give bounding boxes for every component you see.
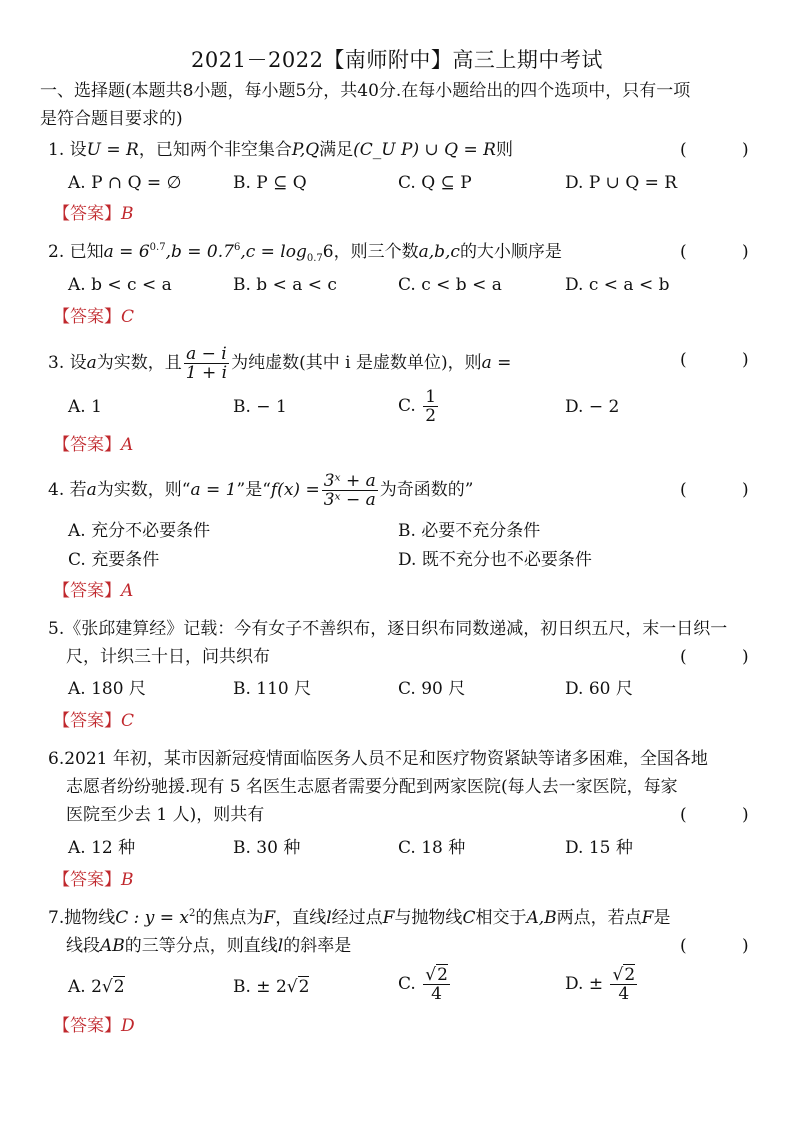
math: f(x) =	[270, 480, 320, 500]
math-subscript: 0.7	[306, 253, 323, 264]
math-exponent: 0.7	[149, 242, 166, 253]
page-title: 2021－2022【南师附中】高三上期中考试	[191, 48, 603, 72]
fraction-numerator: a − i	[184, 345, 229, 364]
paren-right: )	[742, 350, 749, 370]
fraction-denominator: 1 + i	[185, 363, 228, 383]
question-7	[48, 907, 670, 929]
math: F	[382, 908, 395, 928]
sqrt-radicand: 2	[624, 965, 636, 985]
sqrt-symbol: √	[612, 965, 624, 985]
option-a: A. 1	[68, 397, 102, 417]
paren-right: )	[742, 936, 749, 956]
option-d	[565, 966, 639, 1003]
option-d: D. P ∪ Q = R	[565, 173, 678, 193]
math: AB	[100, 936, 125, 956]
option-c: C. Q ⊆ P	[398, 173, 472, 193]
sqrt-symbol: √	[425, 965, 437, 985]
question-text: 线段	[66, 936, 100, 956]
paren-right: )	[742, 140, 749, 160]
question-1	[48, 139, 513, 161]
sqrt-symbol: √	[286, 977, 298, 997]
question-text: 为实数，且	[96, 353, 182, 373]
math: a =	[481, 353, 512, 373]
math: U = R	[86, 140, 139, 160]
option-b	[233, 976, 309, 998]
paren-left: (	[680, 350, 687, 370]
question-text: 的三等分点，则直线	[124, 936, 278, 956]
question-number: 6.	[48, 749, 65, 769]
option-a: A. b < c < a	[68, 275, 172, 295]
option-c	[398, 966, 452, 1003]
answer-label: 【答案】	[53, 307, 121, 327]
fraction-denominator: 3ˣ − a	[323, 490, 376, 510]
option-label: B. ± 2	[233, 977, 287, 997]
answer-label: 【答案】	[53, 711, 121, 731]
option-d: D. 60 尺	[565, 679, 633, 699]
question-text: 与抛物线	[394, 908, 463, 928]
option-label: C.	[398, 396, 422, 416]
question-text: 设	[69, 353, 87, 373]
math: C : y = x	[115, 908, 190, 928]
math: F	[641, 908, 654, 928]
question-text: 的焦点为	[195, 908, 264, 928]
math: C	[462, 908, 476, 928]
answer-line	[53, 203, 134, 225]
question-6-line2: 志愿者纷纷驰援.现有 5 名医生志愿者需要分配到两家医院(每人去一家医院，每家	[66, 777, 678, 797]
answer-value: A	[121, 581, 134, 601]
option-b: B. 必要不充分条件	[398, 521, 541, 541]
option-d: D. − 2	[565, 397, 620, 417]
question-number: 5.	[48, 619, 65, 639]
option-c: C. c < b < a	[398, 275, 502, 295]
question-2	[48, 241, 562, 263]
question-text: ，直线	[275, 908, 327, 928]
sqrt-radicand: 2	[437, 965, 448, 985]
answer-label: 【答案】	[53, 1016, 121, 1036]
math: F	[263, 908, 276, 928]
sqrt-symbol: √	[101, 977, 113, 997]
paren-right: )	[742, 242, 749, 262]
question-4	[48, 472, 473, 509]
answer-line	[53, 1015, 135, 1037]
question-number: 7.	[48, 908, 65, 928]
fraction	[610, 966, 637, 1003]
option-a	[68, 976, 125, 998]
question-text: 为实数，则“	[96, 480, 191, 500]
option-label: A. 2	[68, 977, 102, 997]
option-c	[398, 388, 440, 425]
math: (C_U P) ∪ Q = R	[353, 140, 496, 160]
question-text: 设	[69, 140, 87, 160]
question-6	[48, 748, 708, 770]
question-text: 的斜率是	[283, 936, 352, 956]
question-text: 抛物线	[64, 908, 116, 928]
question-text: ，则三个数	[333, 242, 419, 262]
paren-left: (	[680, 647, 687, 667]
section-heading-line1: 一、选择题(本题共8小题，每小题5分，共40分.在每小题给出的四个选项中，只有一项	[40, 81, 691, 101]
answer-line	[53, 710, 134, 732]
question-6-line3: 医院至少去 1 人)，则共有	[66, 805, 265, 825]
paren-left: (	[680, 805, 687, 825]
paren-right: )	[742, 805, 749, 825]
paren-left: (	[680, 936, 687, 956]
question-3	[48, 345, 511, 382]
question-7-line2	[66, 935, 351, 957]
fraction	[423, 966, 450, 1003]
option-label: C.	[398, 974, 422, 994]
question-number: 2.	[48, 242, 65, 262]
math: A,B	[526, 908, 557, 928]
question-number: 3.	[48, 353, 65, 373]
question-text: 2021 年初，某市因新冠疫情面临医务人员不足和医疗物资紧缺等诸多困难，全国各地	[64, 749, 708, 769]
sqrt-radicand: 2	[113, 977, 125, 997]
question-number: 4.	[48, 480, 65, 500]
option-c: C. 充要条件	[68, 550, 160, 570]
option-a: A. 180 尺	[68, 679, 146, 699]
answer-label: 【答案】	[53, 204, 121, 224]
answer-line	[53, 434, 133, 456]
question-5	[48, 618, 727, 640]
answer-value: B	[121, 204, 134, 224]
answer-label: 【答案】	[53, 435, 121, 455]
option-d: D. 15 种	[565, 838, 633, 858]
answer-label: 【答案】	[53, 581, 121, 601]
paren-left: (	[680, 242, 687, 262]
fraction-denominator: 4	[431, 984, 442, 1004]
math: ,b = 0.7	[165, 242, 234, 262]
paren-left: (	[680, 140, 687, 160]
question-text: 为奇函数的”	[379, 480, 474, 500]
option-label: D. ±	[565, 974, 609, 994]
fraction-numerator	[423, 966, 450, 985]
answer-value: C	[121, 711, 135, 731]
option-a: A. 12 种	[68, 838, 136, 858]
option-c: C. 90 尺	[398, 679, 466, 699]
fraction	[322, 472, 378, 509]
question-text: 两点，若点	[556, 908, 642, 928]
math: P,Q	[291, 140, 320, 160]
sqrt-radicand: 2	[298, 977, 310, 997]
question-text: 经过点	[331, 908, 383, 928]
math: a,b,c	[418, 242, 460, 262]
question-text: 为纯虚数(其中 i 是虚数单位)，则	[231, 353, 482, 373]
option-b: B. − 1	[233, 397, 287, 417]
answer-value: B	[121, 870, 134, 890]
option-b: B. 30 种	[233, 838, 301, 858]
option-a: A. P ∩ Q = ∅	[68, 173, 182, 193]
question-text: 则	[495, 140, 513, 160]
fraction-numerator: 3ˣ + a	[323, 471, 376, 491]
fraction-numerator: 1	[425, 387, 437, 407]
question-text: ”是“	[236, 480, 271, 500]
question-text: 的大小顺序是	[459, 242, 562, 262]
option-a: A. 充分不必要条件	[68, 521, 211, 541]
question-text: ，已知两个非空集合	[138, 140, 292, 160]
math: ,c = log	[240, 242, 307, 262]
question-5-line2: 尺，计织三十日，问共织布	[66, 647, 270, 667]
question-text: 相交于	[475, 908, 527, 928]
math: l	[326, 908, 332, 928]
paren-right: )	[742, 647, 749, 667]
answer-line	[53, 306, 134, 328]
fraction-denominator: 2	[425, 406, 437, 426]
math: a = 6	[103, 242, 150, 262]
math-exponent: 6	[233, 242, 241, 253]
fraction-denominator: 4	[618, 984, 630, 1004]
question-text: 《张邱建算经》记载：今有女子不善织布，逐日织布同数递减，初日织五尺，末一日织一	[64, 619, 728, 639]
question-text: 已知	[69, 242, 104, 262]
option-c: C. 18 种	[398, 838, 466, 858]
paren-left: (	[680, 480, 687, 500]
math: 6	[322, 242, 334, 262]
answer-value: D	[121, 1016, 135, 1036]
math: a	[86, 480, 97, 500]
question-number: 1.	[48, 140, 65, 160]
math: a = 1	[190, 480, 237, 500]
option-d: D. c < a < b	[565, 275, 670, 295]
option-b: B. 110 尺	[233, 679, 312, 699]
option-d: D. 既不充分也不必要条件	[398, 550, 592, 570]
answer-value: A	[121, 435, 134, 455]
answer-line	[53, 580, 133, 602]
question-text: 是	[653, 908, 671, 928]
fraction-numerator	[610, 966, 637, 985]
fraction	[184, 345, 229, 382]
fraction	[423, 388, 438, 425]
option-b: B. b < a < c	[233, 275, 337, 295]
paren-right: )	[742, 480, 749, 500]
answer-label: 【答案】	[53, 870, 121, 890]
math: a	[86, 353, 97, 373]
answer-value: C	[121, 307, 135, 327]
math-exponent: 2	[189, 908, 196, 919]
math: l	[277, 936, 284, 956]
question-text: 满足	[319, 140, 354, 160]
question-text: 若	[69, 480, 87, 500]
section-heading-line2: 是符合题目要求的)	[40, 109, 183, 129]
answer-line	[53, 869, 134, 891]
option-b: B. P ⊆ Q	[233, 173, 307, 193]
